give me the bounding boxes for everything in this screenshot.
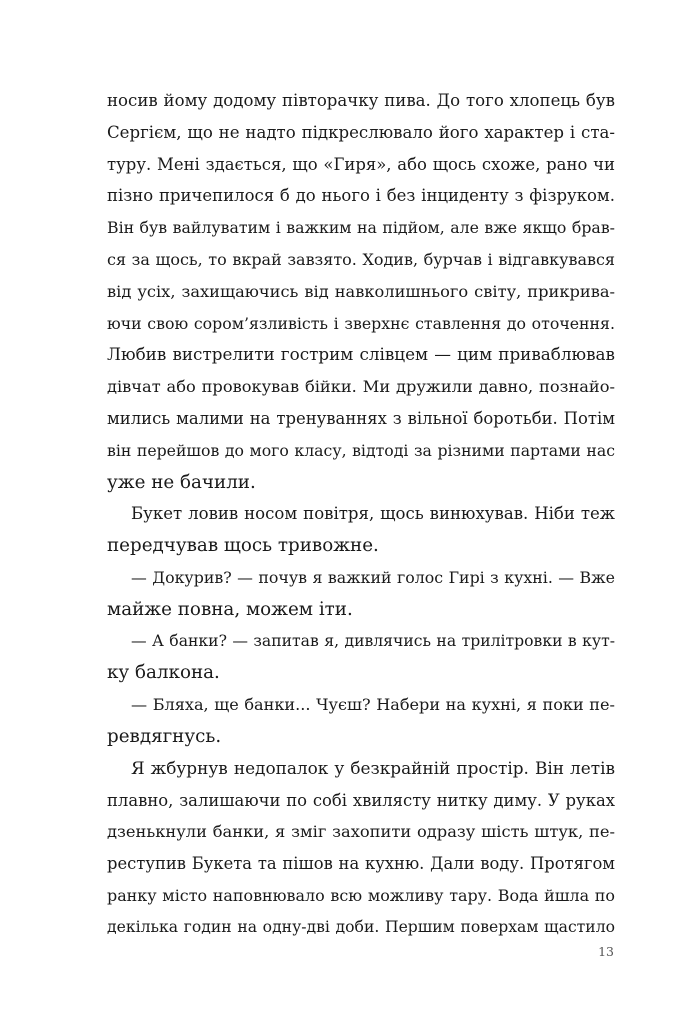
text-line: — А банки? — запитав я, дивлячись на трилітровки в кут- — [131, 631, 615, 650]
text-line: мились малими на тренуваннях з вільної боротьби. Потім — [107, 408, 615, 428]
page-number: 13 — [598, 944, 614, 959]
text-line: реступив Букета та пішов на кухню. Дали воду. Протягом — [107, 854, 615, 874]
text-line: декілька годин на одну-дві доби. Першим поверхам щастило — [107, 917, 615, 936]
text-line: Любив вистрелити гострим слівцем — цим приваблював — [107, 344, 615, 365]
text-line: Сергієм, що не надто підкреслювало його характер і ста- — [107, 122, 615, 142]
text-line: дівчат або провокував бійки. Ми дружили давно, познайо- — [107, 377, 615, 397]
text-line: передчував щось тривожне. — [107, 535, 379, 557]
text-line: — Докурив? — почув я важкий голос Гирі з кухні. — Вже — [131, 567, 615, 587]
text-line: уже не бачили. — [107, 471, 256, 493]
text-line: плавно, залишаючи по собі хвилясту нитку диму. У руках — [107, 790, 615, 810]
text-line: дзенькнули банки, я зміг захопити одразу шість штук, пе- — [107, 822, 615, 842]
text-line: від усіх, захищаючись від навколишнього світу, прикрива- — [107, 281, 615, 301]
body-text — [107, 85, 615, 944]
text-line: пізно причепилося б до нього і без інциденту з фізруком. — [107, 186, 615, 206]
text-line: він перейшов до мого класу, відтоді за різними партами нас — [107, 440, 615, 460]
text-line: ранку місто наповнювало всю можливу тару. Вода йшла по — [107, 885, 615, 905]
text-line: ку балкона. — [107, 662, 220, 684]
text-line: ся за щось, то вкрай завзято. Ходив, бурчав і відгавкувався — [107, 249, 615, 269]
text-line: — Бляха, ще банки... Чуєш? Набери на кухні, я поки пе- — [131, 695, 615, 715]
text-line: туру. Мені здається, що «Гиря», або щось схоже, рано чи — [107, 154, 615, 174]
text-line: Я жбурнув недопалок у безкрайній простір. Він летів — [131, 757, 615, 778]
text-line: майже повна, можем іти. — [107, 598, 353, 620]
text-line: носив йому додому півторачку пива. До того хлопець був — [107, 91, 615, 110]
text-line: ючи свою сором’язливість і зверхнє ставлення до оточення. — [107, 313, 615, 333]
text-line: ревдягнусь. — [107, 725, 222, 747]
text-line: Букет ловив носом повітря, щось винюхував. Ніби теж — [131, 504, 615, 524]
text-line: Він був вайлуватим і важким на підйом, але вже якщо брав- — [107, 218, 615, 238]
